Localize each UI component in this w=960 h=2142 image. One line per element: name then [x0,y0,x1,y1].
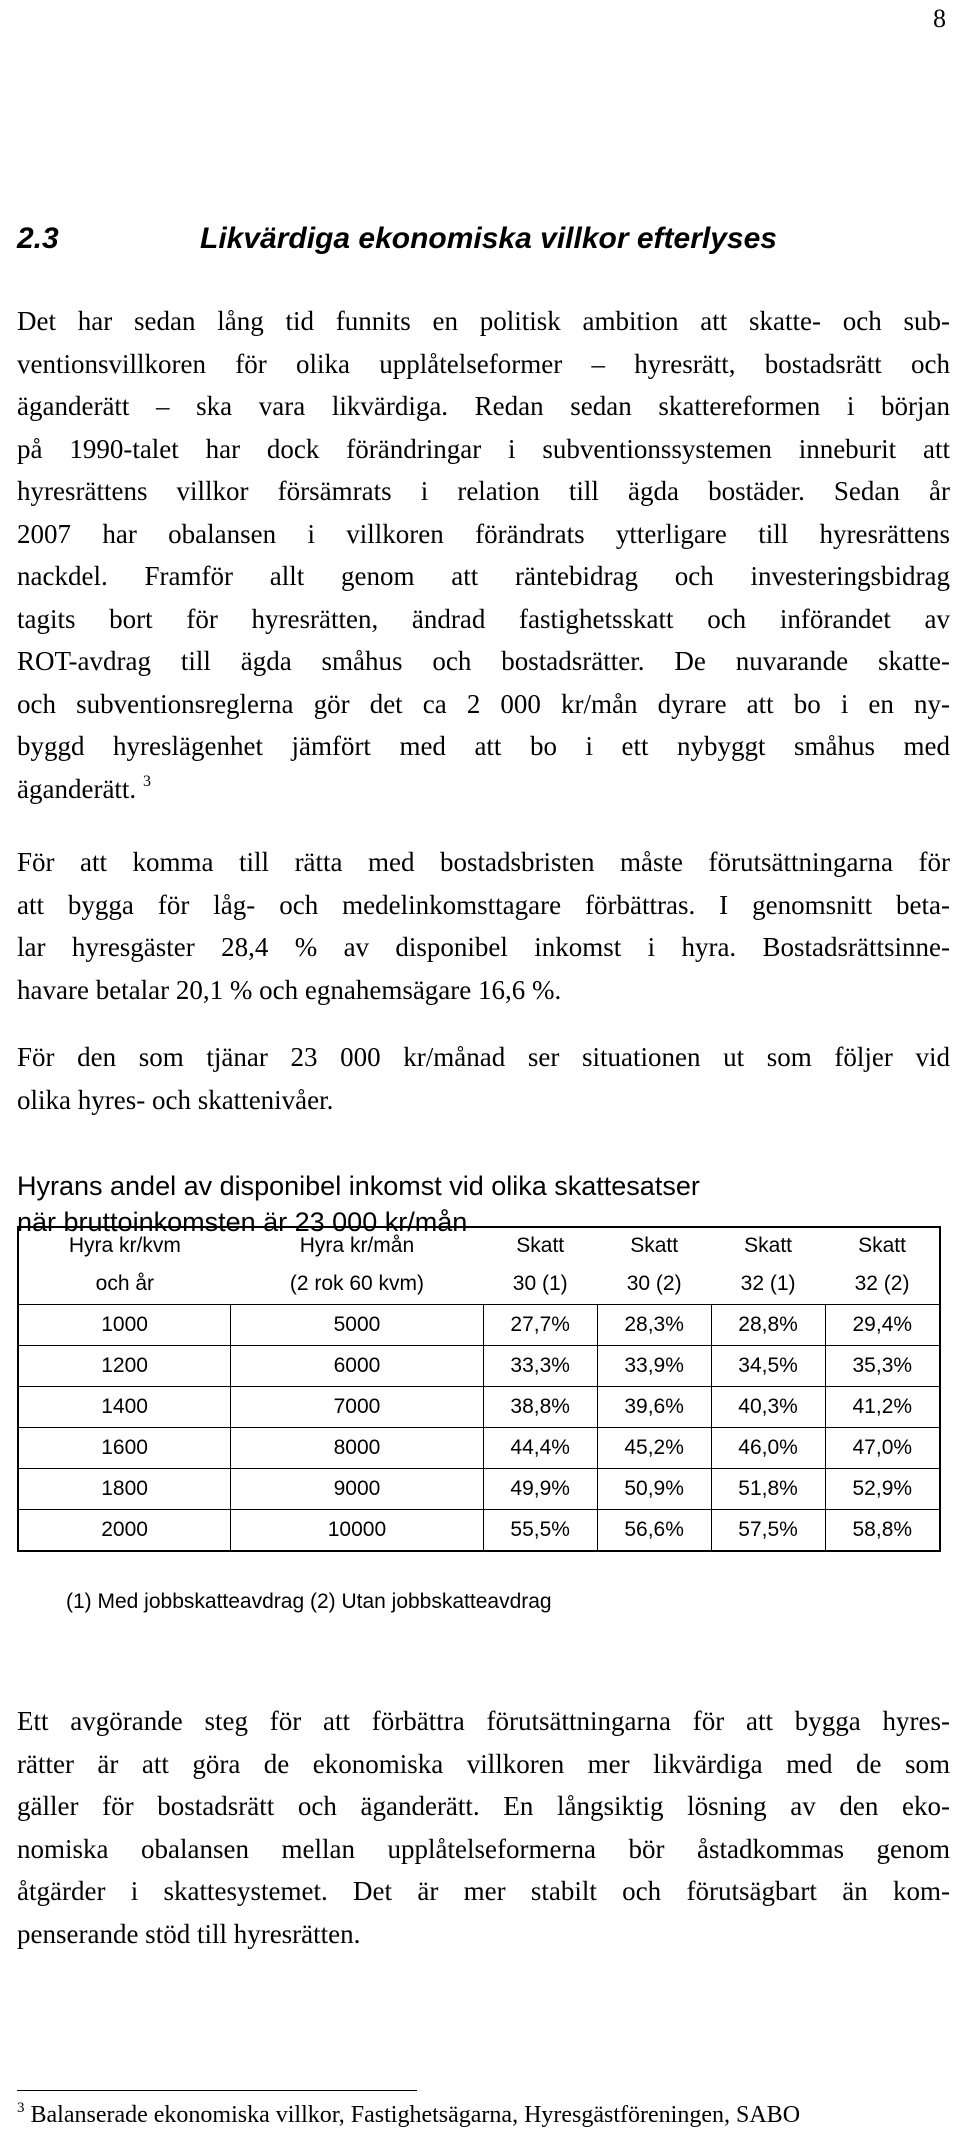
table-header-cell: 32 (2) [854,1272,910,1295]
table-cell: 44,4% [483,1428,597,1469]
table-title-line: Hyrans andel av disponibel inkomst vid olika skattesatser [17,1171,700,1201]
table-row [18,1305,940,1346]
paragraph-3 [17,1036,950,1121]
text-line: havare betalar 20,1 % och egnahemsägare 16,6 %. [17,974,562,1005]
text-line: byggd hyreslägenhet jämfört med att bo i ett nybyggt småhus med [17,731,950,761]
table-cell: 45,2% [597,1428,711,1469]
text-line: ventionsvillkoren för olika upplåtelseformer – hyresrätt, bostadsrätt och [17,348,950,379]
table-cell: 6000 [231,1346,484,1387]
text-line [17,768,950,811]
table-cell: 33,9% [597,1346,711,1387]
text-line: ROT-avdrag till ägda småhus och bostadsrätter. De nuvarande skatte- [17,646,950,676]
text-line: rätter är att göra de ekonomiska villkoren mer likvärdiga med de som [17,1748,950,1779]
text-line: 2007 har obalansen i villkoren förändrats ytterligare till hyresrättens [17,518,950,549]
table-cell: 38,8% [483,1387,597,1428]
table-header-cell: (2 rok 60 kvm) [289,1272,425,1295]
table-cell: 39,6% [597,1387,711,1428]
table-header-cell: Skatt [597,1227,711,1264]
table-note: (1) Med jobbskatteavdrag (2) Utan jobbskatteavdrag [66,1590,552,1613]
table-title-line: när bruttoinkomsten är 23 000 kr/mån [17,1207,468,1237]
text-line: lar hyresgäster 28,4 % av disponibel inkomst i hyra. Bostadsrättsinne- [17,932,950,962]
table-header-row [18,1227,940,1264]
table-header-cell: 30 (2) [626,1272,682,1295]
table-cell: 1000 [18,1305,231,1346]
text-line: Ett avgörande steg för att förbättra förutsättningarna för att bygga hyres- [17,1706,950,1736]
table-row [18,1428,940,1469]
page-number: 8 [933,4,946,33]
footnote [17,2102,800,2129]
table-header-cell: Skatt [825,1227,940,1264]
table-header-cell: 32 (1) [740,1272,796,1295]
table-cell: 35,3% [825,1346,940,1387]
footnote-text: Balanserade ekonomiska villkor, Fastighetsägarna, Hyresgästföreningen, SABO [30,2102,801,2128]
table-header-cell: 30 (1) [512,1272,568,1295]
table-cell: 10000 [231,1510,484,1552]
table-cell: 7000 [231,1387,484,1428]
text-line: och subventionsreglerna gör det ca 2 000 kr/mån dyrare att bo i en ny- [17,688,950,719]
table-header-cell: Skatt [483,1227,597,1264]
text-line: på 1990-talet har dock förändringar i subventionssystemen inneburit att [17,433,950,464]
table-row [18,1346,940,1387]
table-cell: 28,3% [597,1305,711,1346]
table-cell: 27,7% [483,1305,597,1346]
rent-share-table [17,1226,941,1552]
table-cell: 56,6% [597,1510,711,1552]
table-cell: 51,8% [711,1469,825,1510]
section-title: Likvärdiga ekonomiska villkor efterlyses [200,222,777,255]
table-header-cell: Skatt [711,1227,825,1264]
table-cell: 58,8% [825,1510,940,1552]
table-cell: 9000 [231,1469,484,1510]
table-header-cell: Hyra kr/kvm [18,1227,231,1264]
text-line: Det har sedan lång tid funnits en politisk ambition att skatte- och sub- [17,306,950,336]
table-cell: 29,4% [825,1305,940,1346]
table-cell: 1600 [18,1428,231,1469]
table-cell: 8000 [231,1428,484,1469]
text-line: gäller för bostadsrätt och äganderätt. En långsiktig lösning av den eko- [17,1791,950,1821]
text-line: penserande stöd till hyresrätten. [17,1918,361,1949]
text-line: hyresrättens villkor försämrats i relation till ägda bostäder. Sedan år [17,476,950,506]
table-cell: 57,5% [711,1510,825,1552]
table-row [18,1387,940,1428]
table-cell: 52,9% [825,1469,940,1510]
table-cell: 28,8% [711,1305,825,1346]
table-cell: 1800 [18,1469,231,1510]
paragraph-1 [17,300,950,810]
text-line: att bygga för låg- och medelinkomsttagare förbättras. I genomsnitt beta- [17,889,950,920]
footnote-marker: 3 [17,2100,25,2116]
table-cell: 5000 [231,1305,484,1346]
table-header-cell: och år [95,1272,155,1295]
table-header-cell: Hyra kr/mån [231,1227,484,1264]
table-cell: 2000 [18,1510,231,1552]
text-line: äganderätt – ska vara likvärdiga. Redan sedan skattereformen i början [17,391,950,421]
text-line: nackdel. Framför allt genom att räntebidrag och investeringsbidrag [17,561,950,591]
table-cell: 33,3% [483,1346,597,1387]
text-fragment: äganderätt. [17,773,137,804]
table-cell: 46,0% [711,1428,825,1469]
text-line: För att komma till rätta med bostadsbristen måste förutsättningarna för [17,847,950,877]
paragraph-4 [17,1700,950,1955]
table-cell: 1200 [18,1346,231,1387]
table-cell: 49,9% [483,1469,597,1510]
section-heading [17,222,777,256]
table-row [18,1469,940,1510]
table-cell: 47,0% [825,1428,940,1469]
text-line: olika hyres- och skattenivåer. [17,1084,334,1115]
table-cell: 55,5% [483,1510,597,1552]
table-cell: 34,5% [711,1346,825,1387]
text-line: åtgärder i skattesystemet. Det är mer stabilt och förutsägbart än kom- [17,1876,950,1906]
table-cell: 1400 [18,1387,231,1428]
text-line: För den som tjänar 23 000 kr/månad ser situationen ut som följer vid [17,1042,950,1072]
table-cell: 50,9% [597,1469,711,1510]
table-cell: 40,3% [711,1387,825,1428]
table-cell: 41,2% [825,1387,940,1428]
footnote-reference[interactable]: 3 [142,772,151,790]
section-number: 2.3 [17,222,59,255]
text-line: nomiska obalansen mellan upplåtelseformerna bör åstadkommas genom [17,1833,950,1864]
paragraph-2 [17,841,950,1011]
table-row [18,1510,940,1552]
text-line: tagits bort för hyresrätten, ändrad fastighetsskatt och införandet av [17,603,950,634]
footnote-divider [17,2090,417,2091]
table-header-row [18,1264,940,1305]
